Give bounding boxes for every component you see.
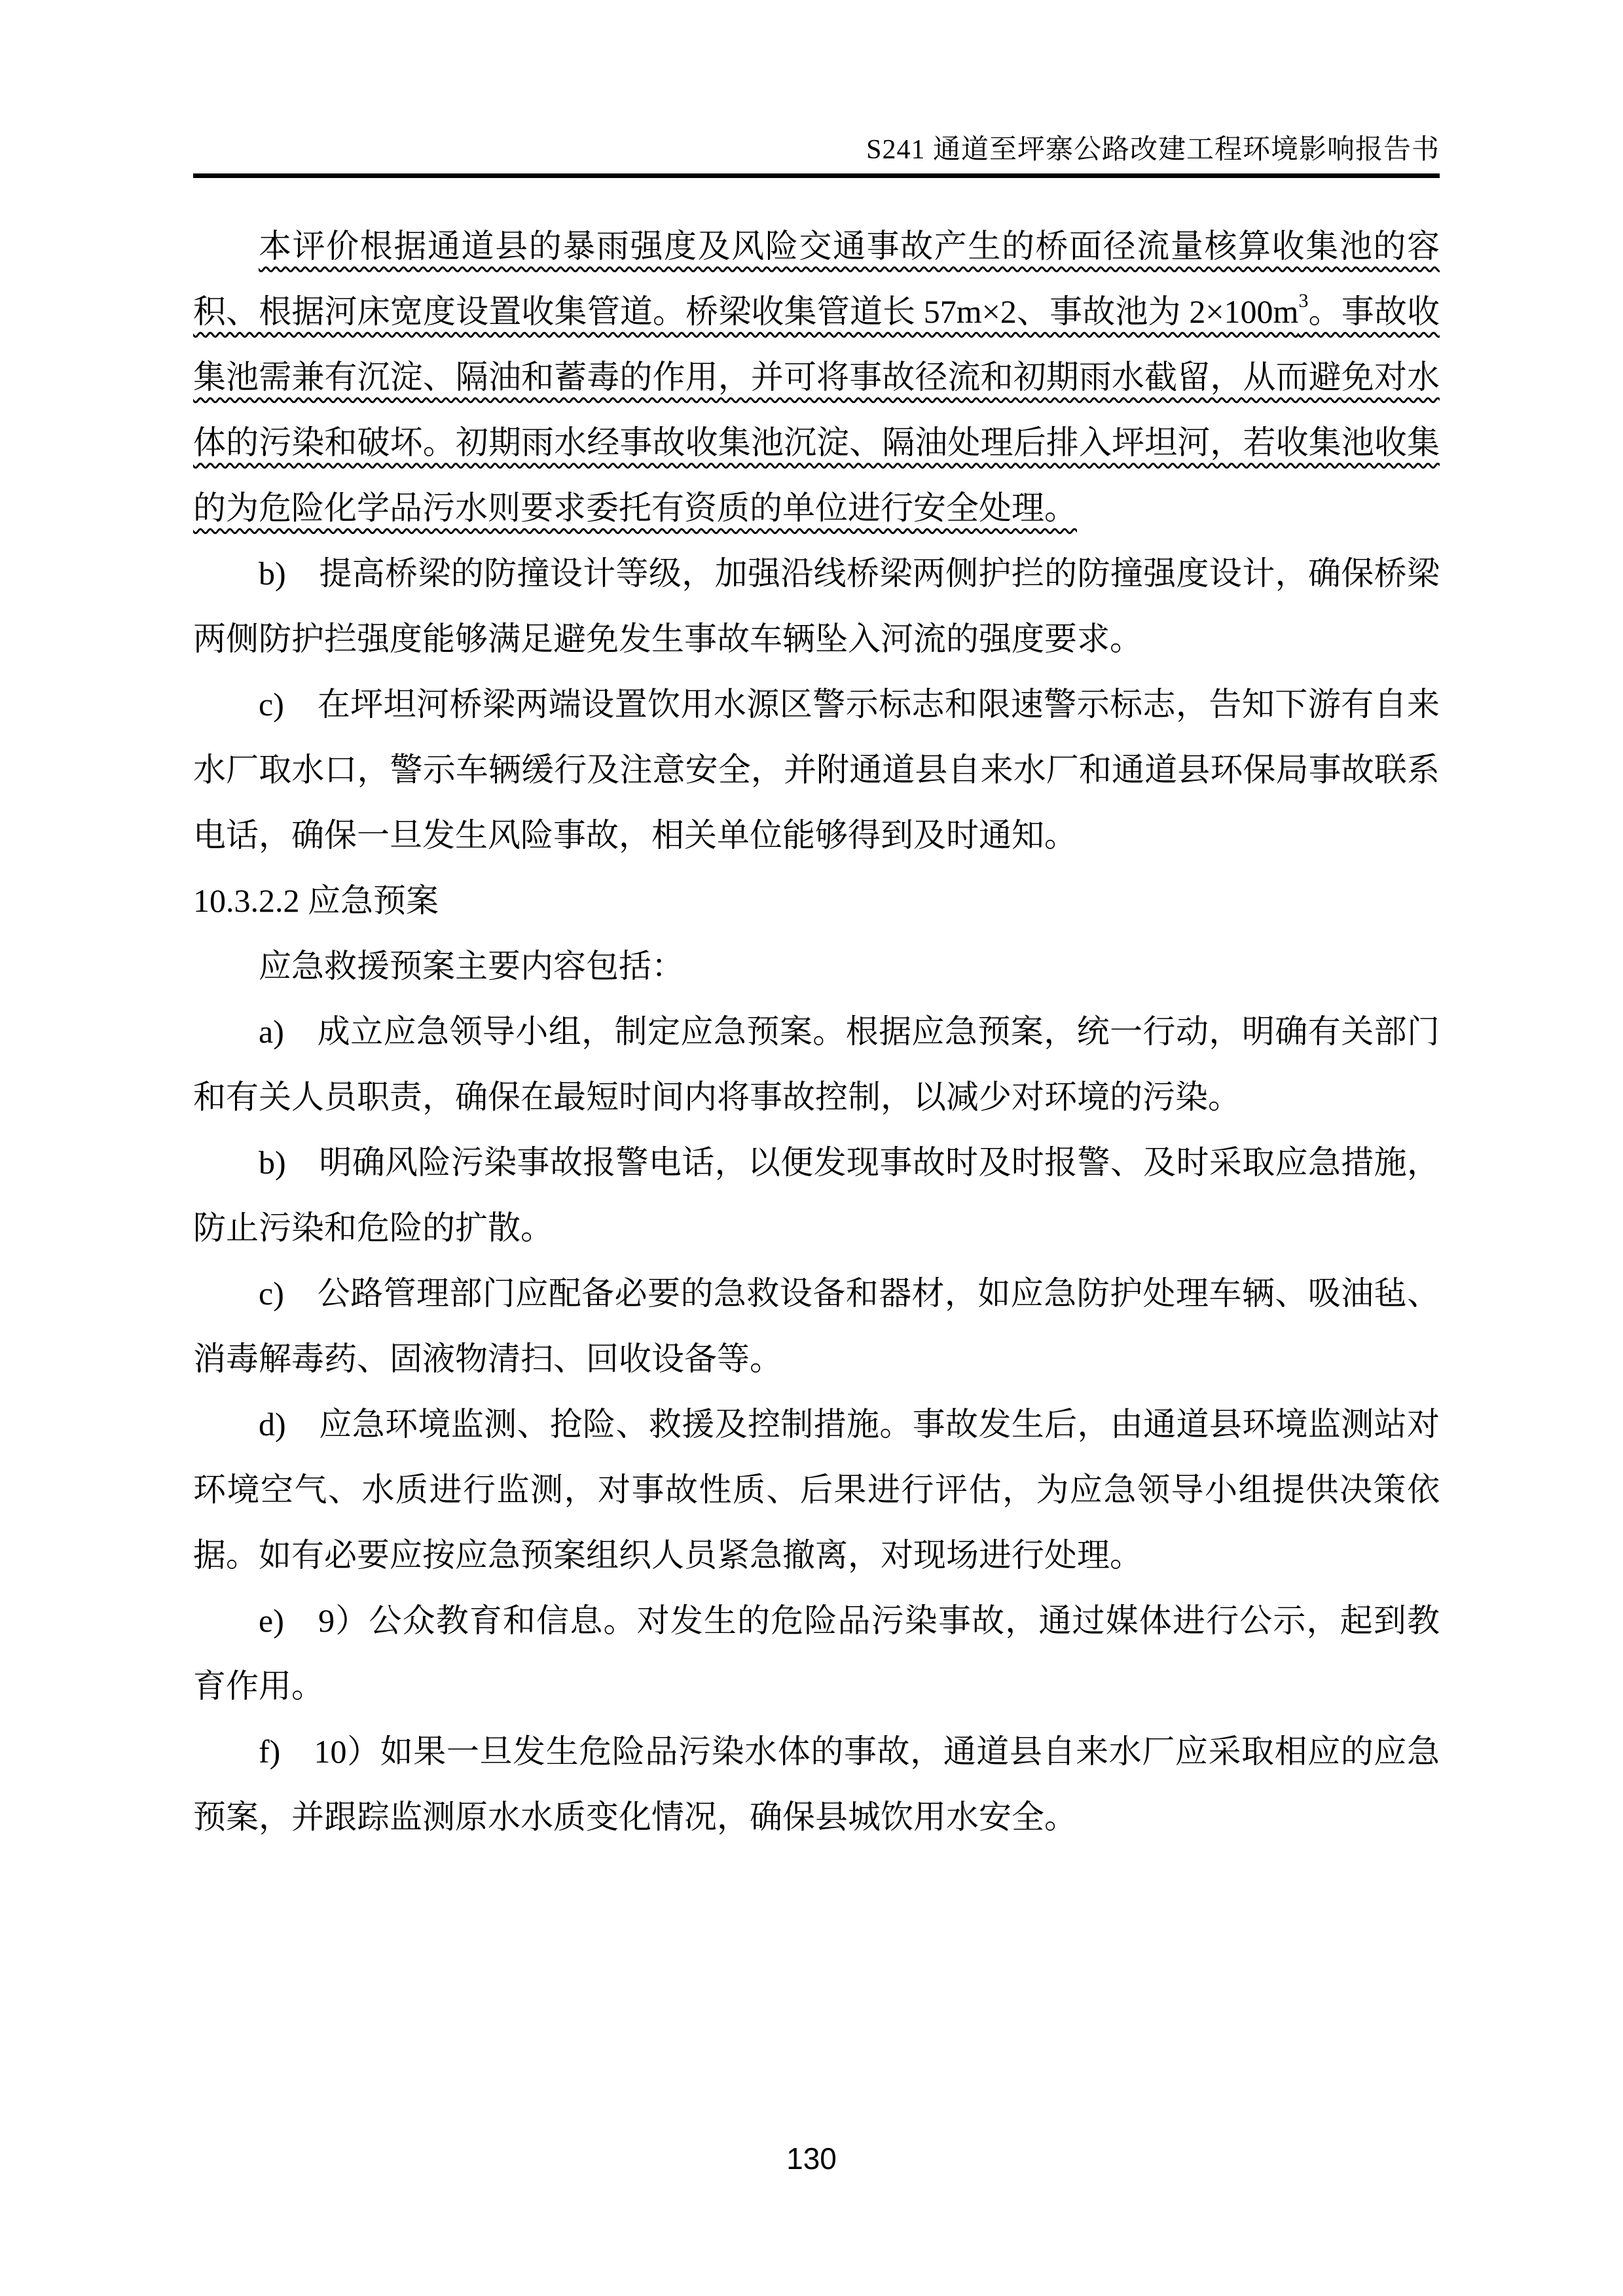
- header-title: S241 通道至坪寨公路改建工程环境影响报告书: [866, 135, 1440, 165]
- paragraph-item-b-alarm-phone: b) 明确风险污染事故报警电话，以便发现事故时及时报警、及时采取应急措施，防止污染和危险的扩散。: [193, 1144, 1440, 1246]
- page-header: [193, 0, 1440, 178]
- section-heading-emergency-plan: 10.3.2.2 应急预案: [193, 882, 439, 919]
- paragraph-item-b-bridge-guardrail: b) 提高桥梁的防撞设计等级，加强沿线桥梁两侧护拦的防撞强度设计，确保桥梁两侧防护拦强度能够满足避免发生事故车辆坠入河流的强度要求。: [193, 555, 1440, 657]
- paragraph-item-f-waterworks-response: f) 10）如果一旦发生危险品污染水体的事故，通道县自来水厂应采取相应的应急预案，并跟踪监测原水水质变化情况，确保县城饮用水安全。: [193, 1733, 1440, 1835]
- paragraph-intro-plan-contents: 应急救援预案主要内容包括：: [259, 948, 684, 984]
- paragraph-item-c-rescue-equipment: c) 公路管理部门应配备必要的急救设备和器材，如应急防护处理车辆、吸油毡、消毒解毒药、固液物清扫、回收设备等。: [193, 1275, 1440, 1377]
- paragraph-accident-pool: [193, 213, 1440, 541]
- paragraph-item-d-emergency-monitoring: d) 应急环境监测、抢险、救援及控制措施。事故发生后，由通道县环境监测站对环境空气、水质进行监测，对事故性质、后果进行评估，为应急领导小组提供决策依据。如有必要应按应急预案组织人员紧急撤离，对现场进行处理。: [193, 1406, 1440, 1573]
- page-footer: [0, 2142, 1623, 2176]
- superscript-cubic-meter: 3: [1298, 290, 1309, 312]
- paragraph-item-c-warning-signs: c) 在坪坦河桥梁两端设置饮用水源区警示标志和限速警示标志，告知下游有自来水厂取水口，警示车辆缓行及注意安全，并附通道县自来水厂和通道县环保局事故联系电话，确保一旦发生风险事故，相关单位能够得到及时通知。: [193, 686, 1440, 853]
- paragraph-item-e-public-education: e) 9）公众教育和信息。对发生的危险品污染事故，通过媒体进行公示，起到教育作用。: [193, 1602, 1440, 1704]
- page-number: 130: [786, 2142, 837, 2176]
- paragraph-text-after-superscript: 。事故收集池需兼有沉淀、隔油和蓄毒的作用，并可将事故径流和初期雨水截留，从而避免对水体的污染和破坏。初期雨水经事故收集池沉淀、隔油处理后排入坪坦河，若收集池收集的为危险化学品污水则要求委托有资质的单位进行安全处理。: [193, 293, 1440, 526]
- paragraph-item-a-leading-group: a) 成立应急领导小组，制定应急预案。根据应急预案，统一行动，明确有关部门和有关人员职责，确保在最短时间内将事故控制，以减少对环境的污染。: [193, 1013, 1440, 1115]
- document-body: [193, 213, 1440, 1850]
- paragraph-text-before-superscript: 本评价根据通道县的暴雨强度及风险交通事故产生的桥面径流量核算收集池的容积、根据河床宽度设置收集管道。桥梁收集管道长 57m×2、事故池为 2×100m: [193, 228, 1440, 330]
